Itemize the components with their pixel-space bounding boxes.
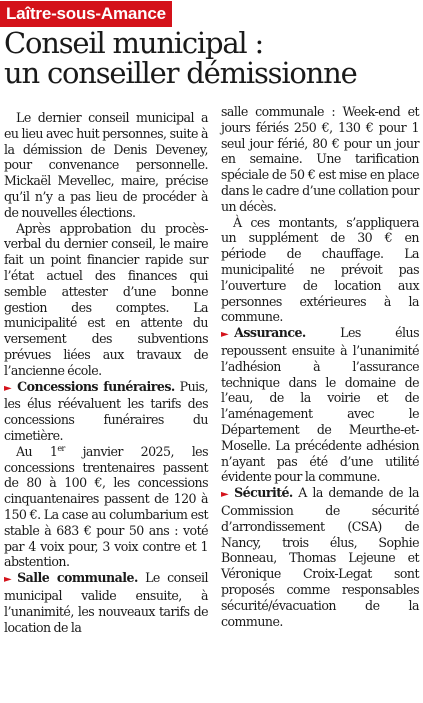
right-triangle-icon: ► — [4, 574, 12, 586]
securite-text: A la demande de la Commission de sécurité d’arrondissement (CSA) de Nancy, trois élus, Sophie Bonneau, Thomas Lejeune et Véronique Croix-Legat sont proposés comme responsables sécurité/évacuation de la commune. — [221, 485, 419, 629]
assurance-text: Les élus repoussent ensuite à l’unanimité l’adhésion à l’assurance technique dans le domaine de l’eau, de la voirie et de l’aménagement avec le Département de Meurthe-et-Moselle. La précédente adhésion n’ayant pas été d’une utilité évidente pour la commune. — [221, 325, 419, 485]
kicker-bar — [0, 0, 172, 27]
tarifs-ordinal: er — [57, 443, 65, 453]
headline-line-1: Conseil municipal : — [4, 26, 264, 60]
paragraph-assurance — [221, 325, 419, 485]
article-headline — [4, 28, 419, 88]
right-triangle-icon: ► — [4, 382, 12, 394]
headline-line-2: un conseiller démissionne — [4, 56, 357, 90]
salle-text: Le conseil municipal valide ensuite, à l’unanimité, les nouveaux tarifs de location de la — [4, 570, 208, 635]
paragraph-finances: Après approbation du procès-verbal du dernier conseil, le maire fait un point financier rapide sur l’état actuel des finances qui semble attester d’une bonne gestion des comptes. La municipalité est en attente du versement des subventions prévues liées aux travaux de l’ancienne école. — [4, 220, 208, 378]
paragraph-securite — [221, 485, 419, 629]
article-column-left — [4, 110, 208, 635]
tarifs-text-start: Au 1 — [16, 443, 58, 459]
right-triangle-icon: ► — [221, 489, 229, 501]
paragraph-concessions — [4, 379, 208, 444]
article-column-right — [221, 104, 419, 629]
paragraph-salle-cont: salle communale : Week-end et jours fériés 250 €, 130 € pour 1 seul jour férié, 80 € pour un jour en semaine. Une tarification spéciale de 50 € est mise en place dans le cadre d’une collation pour un décès. — [221, 104, 419, 214]
subhead-assurance: Assurance. — [234, 325, 306, 341]
subhead-salle: Salle communale. — [17, 570, 138, 586]
concessions-text: Puis, les élus réévaluent les tarifs des concessions funéraires du cimetière. — [4, 378, 208, 443]
subhead-securite: Sécurité. — [234, 485, 293, 501]
kicker-location: Laître-sous-Amance — [0, 1, 172, 27]
subhead-concessions: Concessions funéraires. — [17, 378, 175, 394]
tarifs-text-rest: janvier 2025, les concessions trentenaires passent de 80 à 100 €, les concessions cinquantenaires passent de 120 à 150 €. La case au columbarium est stable à 683 € pour 50 ans : voté par 4 voix pour, 3 voix contre et 1 abstention. — [4, 443, 208, 570]
paragraph-intro: Le dernier conseil municipal a eu lieu avec huit personnes, suite à la démission de Denis Deveney, pour convenance personnelle. Mickaël Mevellec, maire, précise qu’il n’y a pas lieu de procéder à de nouvelles élections. — [4, 110, 208, 220]
paragraph-tarifs — [4, 444, 208, 570]
paragraph-montants: À ces montants, s’appliquera un supplément de 30 € en période de chauffage. La municipalité ne prévoit pas l’ouverture de location aux personnes extérieures à la commune. — [221, 214, 419, 325]
right-triangle-icon: ► — [221, 329, 229, 341]
paragraph-salle — [4, 570, 208, 635]
